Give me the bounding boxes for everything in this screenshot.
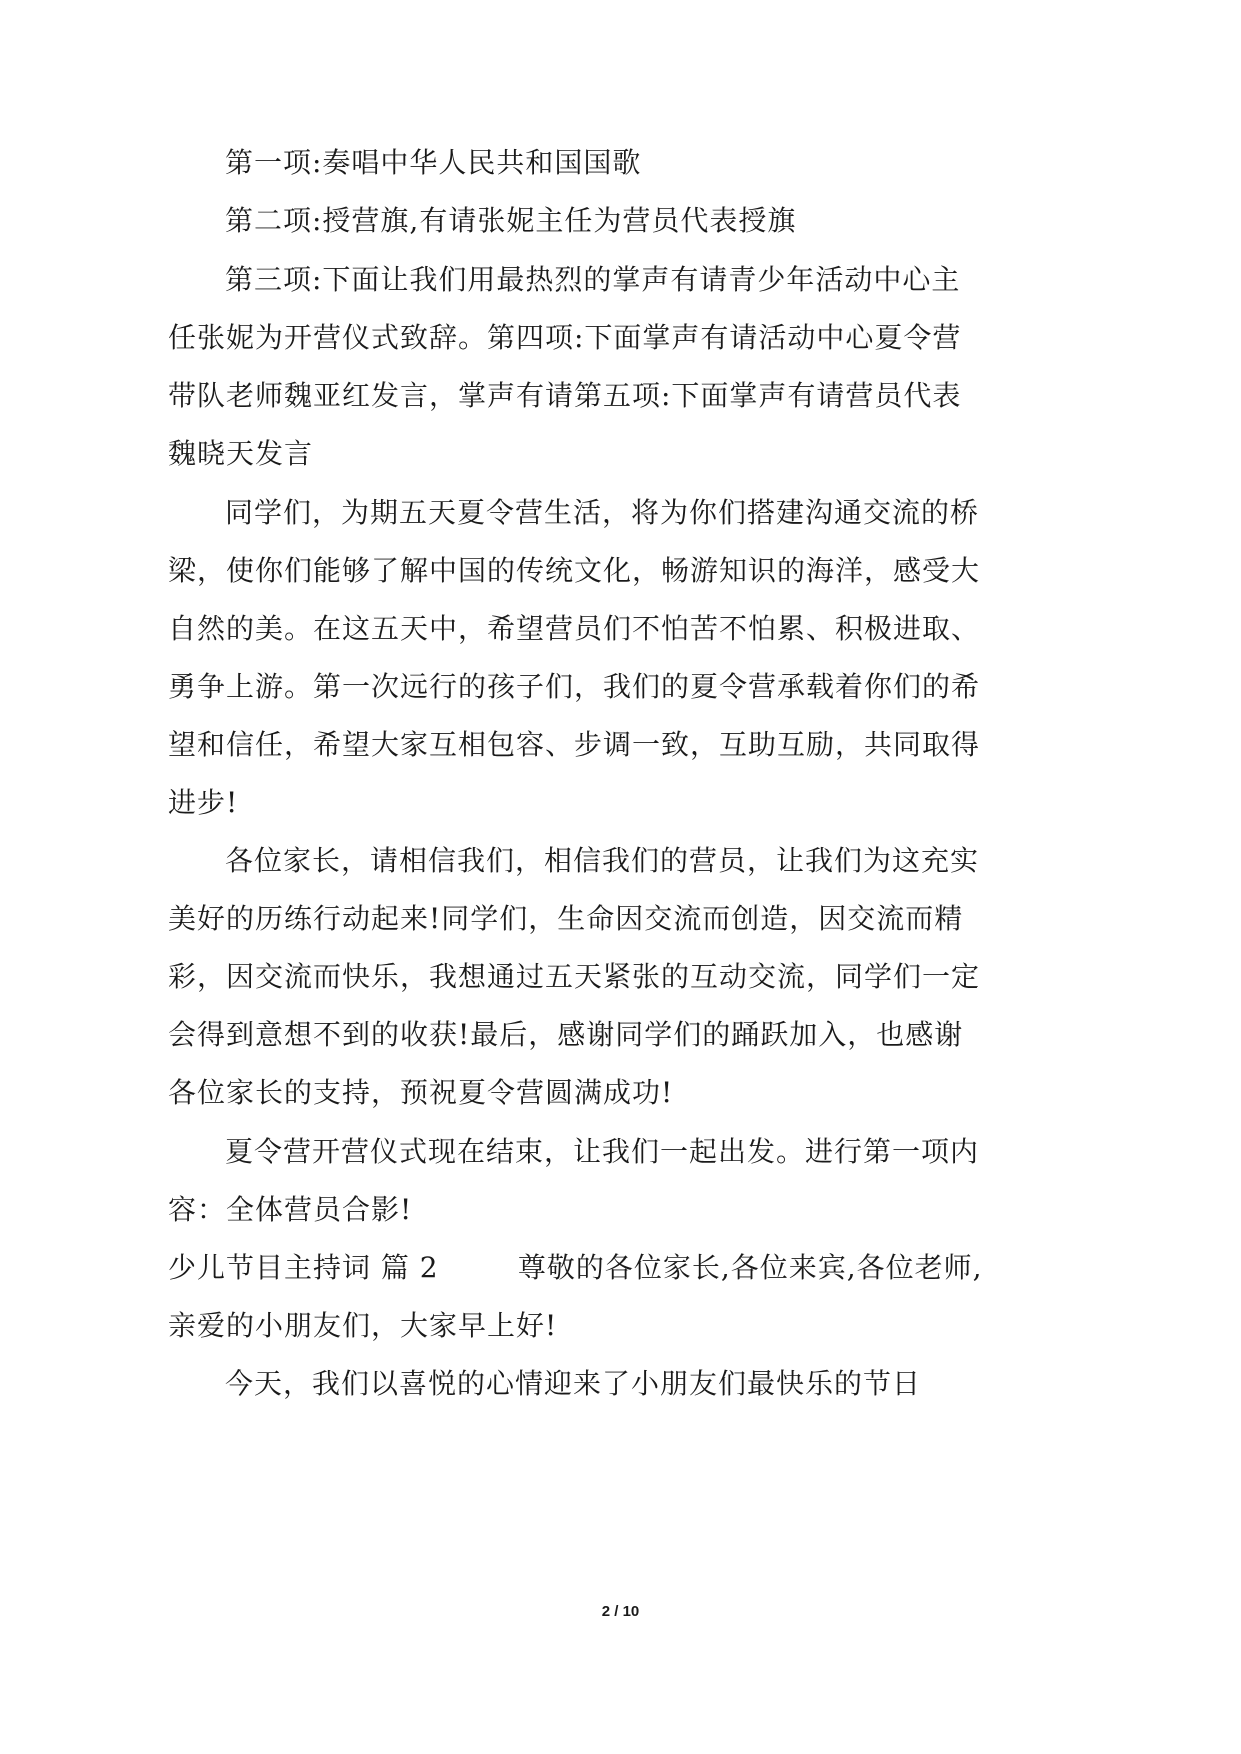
paragraph-line: 会得到意想不到的收获!最后，感谢同学们的踊跃加入，也感谢 xyxy=(168,1018,964,1051)
paragraph-line: 同学们，为期五天夏令营生活，将为你们搭建沟通交流的桥 xyxy=(225,496,980,529)
paragraph-line: 夏令营开营仪式现在结束，让我们一起出发。进行第一项内 xyxy=(225,1135,980,1168)
paragraph-line: 自然的美。在这五天中，希望营员们不怕苦不怕累、积极进取、 xyxy=(168,612,981,645)
paragraph-line: 任张妮为开营仪式致辞。第四项:下面掌声有请活动中心夏令营 xyxy=(168,321,962,354)
paragraph-line: 望和信任，希望大家互相包容、步调一致，互助互励，共同取得 xyxy=(168,728,981,761)
paragraph-line: 各位家长，请相信我们，相信我们的营员，让我们为这充实 xyxy=(225,844,980,877)
paragraph-line: 各位家长的支持，预祝夏令营圆满成功! xyxy=(168,1076,674,1109)
paragraph-line: 彩，因交流而快乐，我想通过五天紧张的互动交流，同学们一定 xyxy=(168,960,981,993)
paragraph-line: 亲爱的小朋友们，大家早上好! xyxy=(168,1309,558,1342)
paragraph-line: 魏晓天发言 xyxy=(168,437,314,470)
paragraph-line: 美好的历练行动起来!同学们，生命因交流而创造，因交流而精 xyxy=(168,902,964,935)
paragraph-line: 第二项:授营旗,有请张妮主任为营员代表授旗 xyxy=(225,204,797,237)
paragraph-line: 容：全体营员合影! xyxy=(168,1193,413,1226)
paragraph-line: 带队老师魏亚红发言，掌声有请第五项:下面掌声有请营员代表 xyxy=(168,379,962,412)
paragraph-line: 进步! xyxy=(168,786,239,819)
section-heading-line: 少儿节目主持词 篇 2 尊敬的各位家长,各位来宾,各位老师, xyxy=(168,1251,983,1284)
paragraph-line: 梁，使你们能够了解中国的传统文化，畅游知识的海洋，感受大 xyxy=(168,554,981,587)
paragraph-line: 勇争上游。第一次远行的孩子们，我们的夏令营承载着你们的希 xyxy=(168,670,981,703)
page-number: 2 / 10 xyxy=(601,1603,640,1620)
paragraph-line: 第一项:奏唱中华人民共和国国歌 xyxy=(225,146,642,179)
paragraph-line: 今天，我们以喜悦的心情迎来了小朋友们最快乐的节日 xyxy=(225,1367,922,1400)
paragraph-line: 第三项:下面让我们用最热烈的掌声有请青少年活动中心主 xyxy=(225,263,961,296)
